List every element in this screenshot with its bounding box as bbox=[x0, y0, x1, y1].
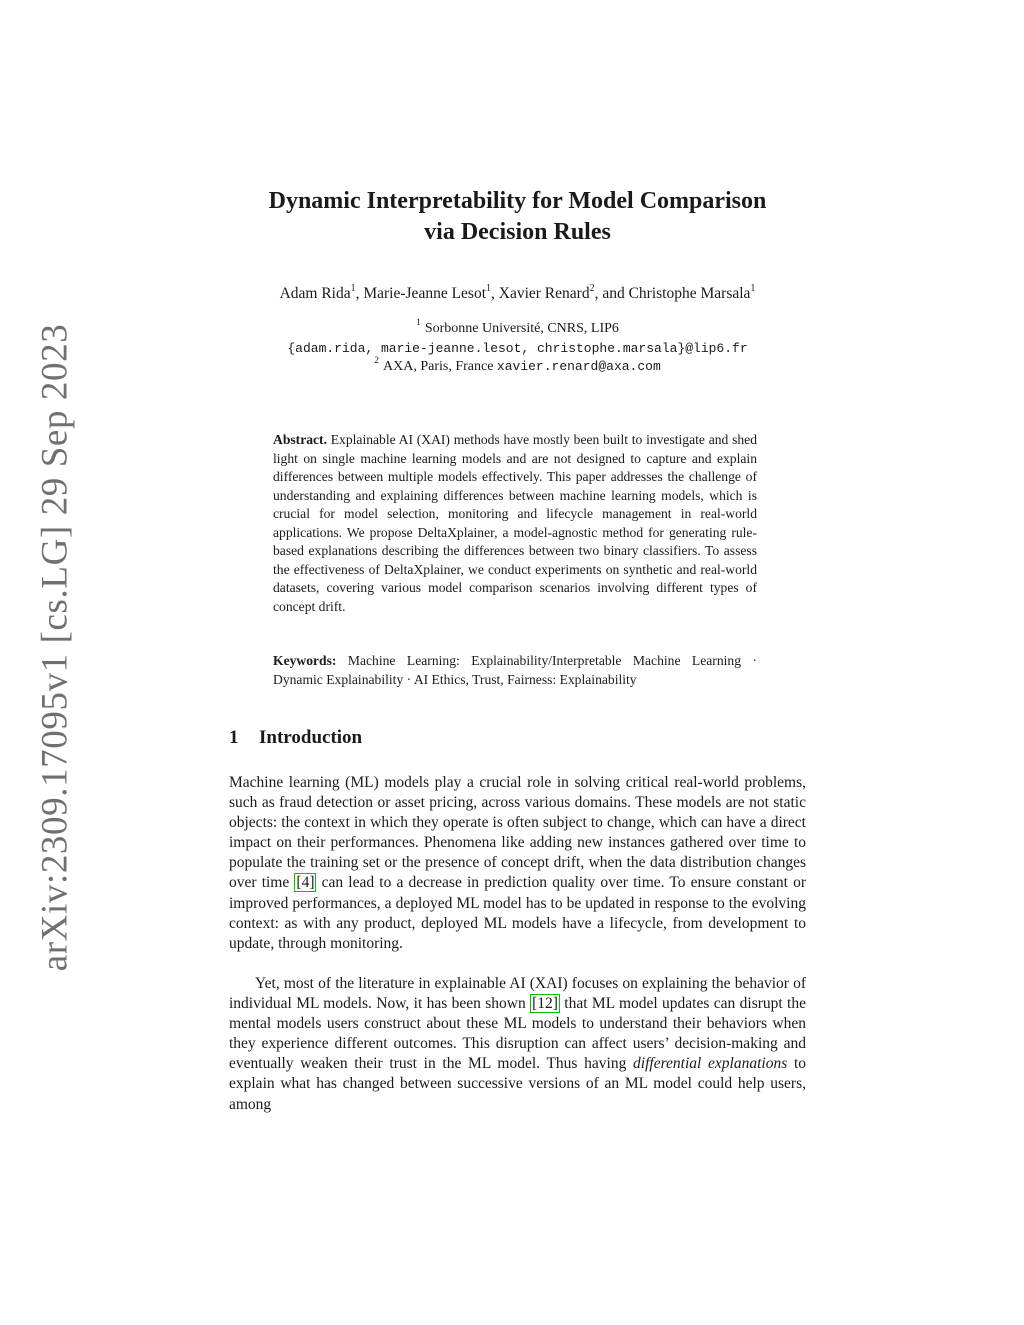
author-list bbox=[229, 284, 806, 304]
citation-link-12[interactable]: [12] bbox=[532, 995, 558, 1013]
affiliation-1-emails: {adam.rida, marie-jeanne.lesot, christophe.marsala}@lip6.fr bbox=[287, 341, 748, 356]
section-number: 1 bbox=[229, 727, 239, 748]
author-separator: , bbox=[491, 285, 499, 302]
author-name: Christophe Marsala bbox=[628, 285, 751, 302]
affiliation-2-name: AXA, Paris, France bbox=[383, 359, 494, 374]
affiliation-2-email: xavier.renard@axa.com bbox=[496, 359, 661, 374]
section-title: Introduction bbox=[259, 727, 363, 748]
keywords-label: Keywords: bbox=[273, 653, 337, 668]
paragraph-2-text-c: to explain what has changed between successive versions of an ML model could help users, among bbox=[229, 1055, 807, 1113]
affiliation-2 bbox=[229, 357, 806, 376]
paragraph-1-text-a: Machine learning (ML) models play a crucial role in solving critical real-world problems, such as fraud detection or asset pricing, across various domains. These models are not static objects: the context in which they operate is often subject to change, which can have a direct impact on their performances. Phenomena like adding new instances gathered over time to populate the training set or the presence of concept drift, when the data distribution changes over time bbox=[229, 774, 806, 892]
author-affiliation-mark: 1 bbox=[750, 282, 756, 294]
paper-title bbox=[229, 186, 806, 248]
author-name: Adam Rida bbox=[279, 285, 351, 302]
paragraph-2-emphasis: differential explanations bbox=[633, 1055, 788, 1073]
author-affiliation-mark: 1 bbox=[486, 282, 492, 294]
paragraph-2-text-b: that ML model updates can disrupt the mental models users construct about these ML models to understand their behaviors when they experience different outcomes. This disruption can affect users’ decision-making and eventually weaken their trust in the ML model. Thus having bbox=[229, 995, 806, 1073]
author-name: Marie-Jeanne Lesot bbox=[363, 285, 487, 302]
abstract-label: Abstract. bbox=[273, 432, 327, 447]
affiliation-2-mark: 2 bbox=[374, 356, 379, 367]
affiliation-1-name: Sorbonne Université, CNRS, LIP6 bbox=[424, 321, 619, 336]
arxiv-identifier-text: arXiv:2309.17095v1 [cs.LG] 29 Sep 2023 bbox=[34, 323, 76, 971]
keywords bbox=[273, 652, 757, 689]
intro-paragraph-2 bbox=[229, 974, 806, 1115]
title-line-2: via Decision Rules bbox=[424, 219, 611, 245]
citation-link-4[interactable]: [4] bbox=[296, 874, 315, 892]
keywords-text: Machine Learning: Explainability/Interpretable Machine Learning · Dynamic Explainability · AI Ethics, Trust, Fairness: Explainability bbox=[273, 653, 757, 687]
intro-paragraph-1 bbox=[229, 773, 806, 954]
author-affiliation-mark: 1 bbox=[350, 282, 356, 294]
abstract bbox=[273, 431, 757, 616]
abstract-text: Explainable AI (XAI) methods have mostly been built to investigate and shed light on single machine learning models and are not designed to capture and explain differences between multiple models effectively. This paper addresses the challenge of understanding and explaining differences between machine learning models, which is crucial for model selection, monitoring and lifecycle management in real-world applications. We propose DeltaXplainer, a model-agnostic method for generating rule-based explanations describing the differences between two binary classifiers. To assess the effectiveness of DeltaXplainer, we conduct experiments on synthetic and real-world datasets, covering various model comparison scenarios involving different types of concept drift. bbox=[273, 432, 757, 614]
affiliation-1-mark: 1 bbox=[416, 318, 421, 329]
paragraph-1-text-b: can lead to a decrease in prediction quality over time. To ensure constant or improved performances, a deployed ML model has to be updated in response to the evolving context: as with any product, deployed ML models have a lifecycle, from development to update, through monitoring. bbox=[229, 874, 807, 952]
paragraph-2-text-a: Yet, most of the literature in explainable AI (XAI) focuses on explaining the behavior of individual ML models. Now, it has been shown bbox=[229, 975, 806, 1013]
author-separator: , bbox=[355, 285, 364, 302]
author-affiliation-mark: 2 bbox=[589, 282, 595, 294]
arxiv-identifier-stamp bbox=[20, 323, 90, 971]
title-line-1: Dynamic Interpretability for Model Comparison bbox=[268, 188, 767, 214]
author-separator: , and bbox=[594, 285, 629, 302]
affiliation-1 bbox=[229, 319, 806, 338]
author-name: Xavier Renard bbox=[498, 285, 590, 302]
section-heading-introduction bbox=[229, 726, 362, 750]
